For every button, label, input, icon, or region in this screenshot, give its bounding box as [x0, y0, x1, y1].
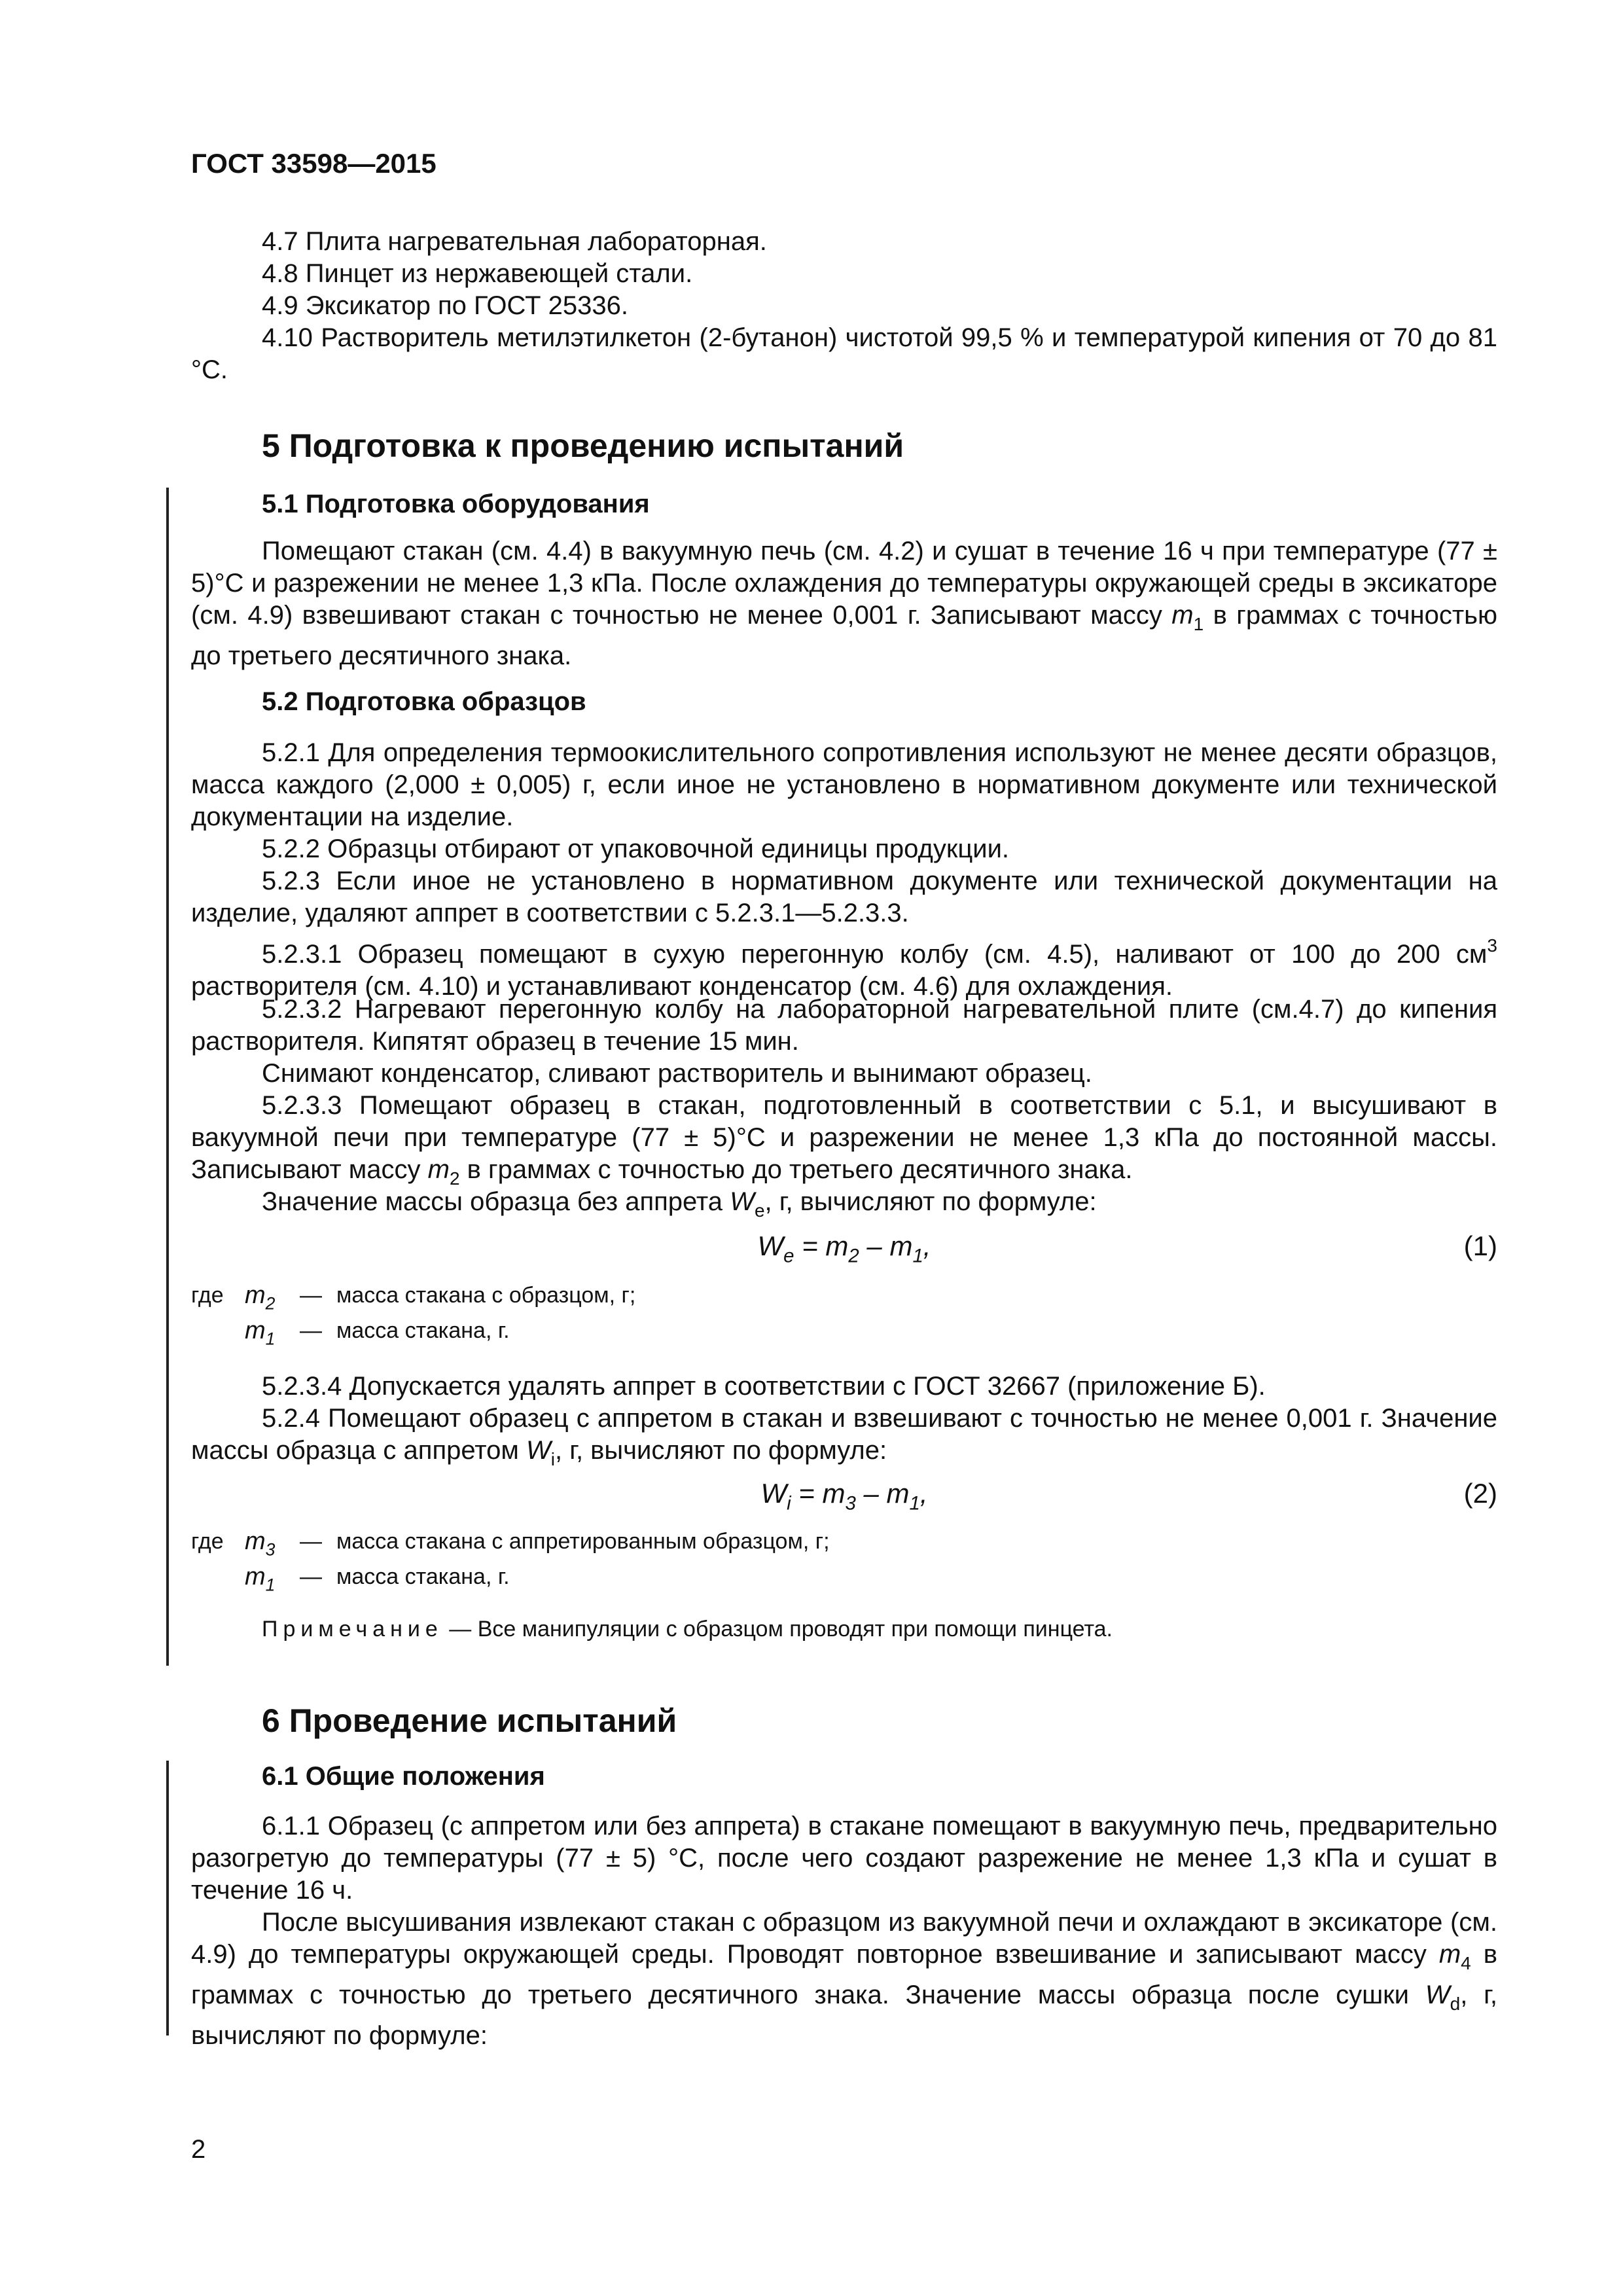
- formula-legend: [191, 1528, 830, 1599]
- subsection-title: 5.1 Подготовка оборудования: [262, 490, 650, 518]
- paragraph: 5.2.3.4 Допускается удалять аппрет в соответствии с ГОСТ 32667 (приложение Б).: [262, 1372, 1266, 1401]
- formula-legend: [191, 1282, 635, 1353]
- paragraph: 5.2.4 Помещают образец с аппретом в стакан и взвешивают с точностью не менее 0,001 г. Значение массы образца с аппретом $W_i$, г, вычисляют по формуле:: [191, 1404, 1497, 1469]
- formula-expression: $W_i = m_3 - m_1$,: [760, 1478, 928, 1515]
- page-number: 2: [191, 2135, 206, 2164]
- paragraph: 5.2.1 Для определения термоокислительного сопротивления используют не менее десяти образцов, масса каждого (2,000 ± 0,005) г, если иное не установлено в нормативном документе или технической документации на изделие.: [191, 738, 1497, 831]
- change-bar: [166, 488, 169, 1666]
- note: [262, 1617, 1113, 1642]
- document-header: ГОСТ 33598—2015: [191, 148, 437, 179]
- formula-number: (1): [1463, 1230, 1497, 1261]
- list-item: 4.10 Растворитель метилэтилкетон (2-бутанон) чистотой 99,5 % и температурой кипения от 70 до 81 °С.: [191, 323, 1497, 384]
- formula-1: [191, 1230, 1497, 1267]
- paragraph: 5.2.3 Если иное не установлено в нормативном документе или технической документации на изделие, удаляют аппрет в соответствии с 5.2.3.1—5.2.3.3.: [191, 867, 1497, 927]
- list-item: 4.9 Эксикатор по ГОСТ 25336.: [262, 291, 628, 320]
- note-text: — Все манипуляции с образцом проводят при помощи пинцета.: [449, 1617, 1113, 1641]
- note-label: Примечание: [262, 1617, 443, 1641]
- section-title: 5 Подготовка к проведению испытаний: [262, 427, 904, 464]
- list-item: 4.8 Пинцет из нержавеющей стали.: [262, 259, 693, 288]
- formula-expression: $W_e = m_2 - m_1$,: [757, 1230, 931, 1267]
- paragraph: 5.2.3.2 Нагревают перегонную колбу на лабораторной нагревательной плите (см.4.7) до кипения растворителя. Кипятят образец в течение 15 мин.: [191, 995, 1497, 1056]
- paragraph: 6.1.1 Образец (с аппретом или без аппрета) в стакане помещают в вакуумную печь, предварительно разогретую до температуры (77 ± 5) °С, после чего создают разрежение не менее 1,3 кПа и сушат в течение 16 ч.: [191, 1812, 1497, 1905]
- subsection-title: 5.2 Подготовка образцов: [262, 687, 586, 716]
- paragraph: После высушивания извлекают стакан с образцом из вакуумной печи и охлаждают в эксикаторе (см. 4.9) до температуры окружающей среды. Проводят повторное взвешивание и записывают массу $m_4$ в граммах с точностью до третьего десятичного знака. Значение массы образца после сушки $W_d$, г, вычисляют по формуле:: [191, 1908, 1497, 2050]
- formula-number: (2): [1463, 1478, 1497, 1509]
- paragraph: Помещают стакан (см. 4.4) в вакуумную печь (см. 4.2) и сушат в течение 16 ч при температуре (77 ± 5)°С и разрежении не менее 1,3 кПа. После охлаждения до температуры окружающей среды в эксикаторе (см. 4.9) взвешивают стакан с точностью не менее 0,001 г. Записывают массу $m_1$ в граммах с точностью до третьего десятичного знака.: [191, 537, 1497, 670]
- paragraph: Снимают конденсатор, сливают растворитель и вынимают образец.: [262, 1059, 1092, 1088]
- paragraph: 5.2.3.3 Помещают образец в стакан, подготовленный в соответствии с 5.1, и высушивают в вакуумной печи при температуре (77 ± 5)°С и разрежении не менее 1,3 кПа до постоянной массы. Записывают массу $m_2$ в граммах с точностью до третьего десятичного знака.: [191, 1091, 1497, 1189]
- formula-2: [191, 1478, 1497, 1515]
- legend-row: $m_1$ — масса стакана, г.: [245, 1317, 510, 1349]
- legend-row: где $m_3$ — масса стакана с аппретированным образцом, г;: [191, 1528, 830, 1560]
- change-bar: [166, 1761, 169, 2036]
- subsection-title: 6.1 Общие положения: [262, 1762, 545, 1791]
- paragraph: Значение массы образца без аппрета $W_e$, г, вычисляют по формуле:: [262, 1187, 1097, 1221]
- legend-row: $m_1$ — масса стакана, г.: [245, 1563, 510, 1595]
- paragraph: 5.2.2 Образцы отбирают от упаковочной единицы продукции.: [262, 834, 1010, 863]
- list-item: 4.7 Плита нагревательная лабораторная.: [262, 227, 767, 256]
- legend-row: где $m_2$ — масса стакана с образцом, г;: [191, 1282, 636, 1314]
- paragraph: 5.2.3.1 Образец помещают в сухую перегонную колбу (см. 4.5), наливают от 100 до 200 $см^3$ растворителя (см. 4.10) и устанавливают конденсатор (см. 4.6) для охлаждения.: [191, 935, 1497, 1001]
- section-title: 6 Проведение испытаний: [262, 1702, 677, 1739]
